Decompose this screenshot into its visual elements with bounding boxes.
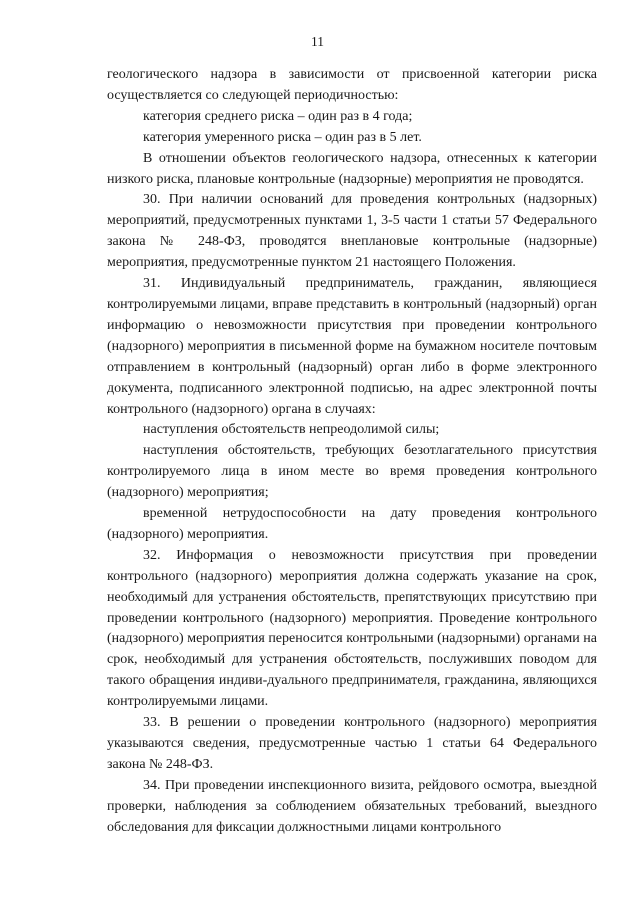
body-text <box>107 65 597 839</box>
paragraph-item-34: 34. При проведении инспекционного визита, рейдового осмотра, выездной проверки, наблюдения за соблюдением обязательных требований, выездного обследования для фиксации должностными лицами контрольного <box>107 777 597 835</box>
paragraph-continuation: геологического надзора в зависимости от присвоенной категории риска осуществляется со следующей периодичностью: <box>107 67 597 103</box>
paragraph-urgent-presence: наступления обстоятельств, требующих безотлагательного присутствия контролируемого лица в ином месте во время проведения контрольного (надзорного) мероприятия; <box>107 443 597 501</box>
paragraph-item-33: 33. В решении о проведении контрольного (надзорного) мероприятия указываются сведения, предусмотренные частью 1 статьи 64 Федерального закона № 248-ФЗ. <box>107 715 597 772</box>
paragraph-low-risk: В отношении объектов геологического надзора, отнесенных к категории низкого риска, плановые контрольные (надзорные) мероприятия не проводятся. <box>107 150 597 187</box>
paragraph-item-30: 30. При наличии оснований для проведения контрольных (надзорных) мероприятий, предусмотренных пунктами 1, 3-5 части 1 статьи 57 Федерального закона № 248-ФЗ, проводятся внеплановые контрольные (надзорные) мероприятия, предусмотренные пунктом 21 настоящего Положения. <box>107 192 597 271</box>
paragraph-moderate-risk: категория умеренного риска – один раз в 5 лет. <box>143 129 422 145</box>
paragraph-medium-risk: категория среднего риска – один раз в 4 года; <box>143 108 413 124</box>
paragraph-force-majeure: наступления обстоятельств непреодолимой силы; <box>143 422 440 438</box>
page-number: 11 <box>311 34 324 49</box>
paragraph-item-32: 32. Информация о невозможности присутствия при проведении контрольного (надзорного) мероприятия должна содержать указание на срок, необходимый для устранения обстоятельств, препятствующих присутствию при проведении контрольного (надзорного) мероприятия. Проведение контрольного (надзорного) мероприятия переносится контрольными (надзорными) органами на срок, необходимый для устранения обстоятельств, послуживших поводом для такого обращения индиви-дуального предпринимателя, гражданина, являющихся контролируемыми лицами. <box>107 547 597 710</box>
paragraph-disability: временной нетрудоспособности на дату проведения контрольного (надзорного) мероприятия. <box>107 506 597 542</box>
paragraph-item-31: 31. Индивидуальный предприниматель, гражданин, являющиеся контролируемыми лицами, вправе представить в контрольный (надзорный) орган информацию о невозможности присутствия при проведении контрольного (надзорного) мероприятия в письменной форме на бумажном носителе почтовым отправлением в контрольный (надзорный) орган либо в форме электронного документа, подписанного электронной подписью, на адрес электронной почты контрольного (надзорного) органа в случаях: <box>107 276 597 417</box>
